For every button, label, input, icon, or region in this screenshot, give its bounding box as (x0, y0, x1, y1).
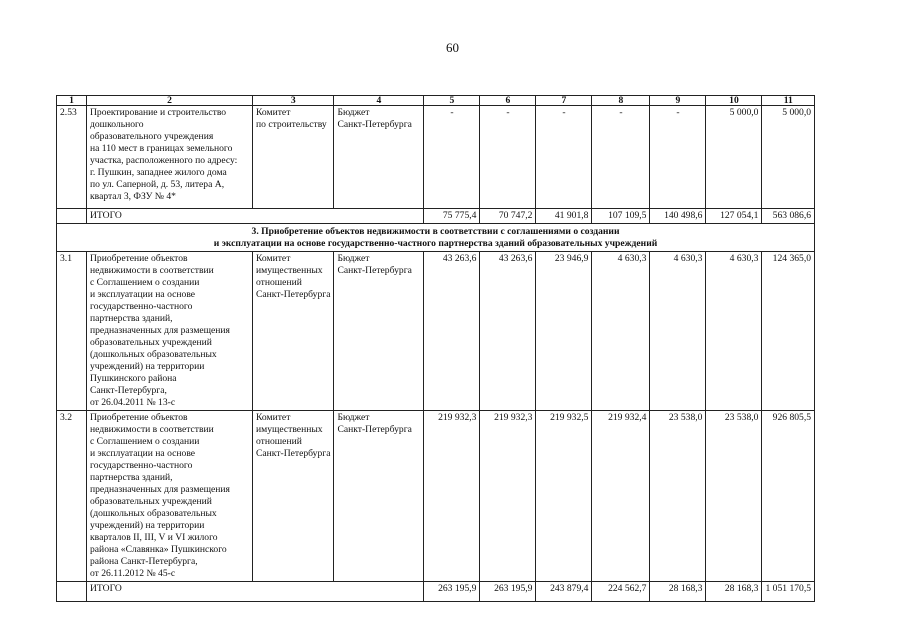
row-description: Приобретение объектов недвижимости в соответствии с Соглашением о создании и эксплуатации на основе государственно-частного партнерства зданий, предназначенных для размещения образовательных учреждений (дошкольных образовательных учреждений) на территории кварталов II, III, V и VI жилого района «Славянка» Пушкинского района Санкт-Петербурга, от 26.11.2012 № 45-с (87, 411, 253, 582)
row-value: - (592, 106, 650, 209)
row-value: 219 932,5 (536, 411, 592, 582)
column-header-row (57, 96, 815, 106)
row-value: - (650, 106, 706, 209)
total-label: ИТОГО (87, 582, 424, 602)
row-funding-source: Бюджет Санкт-Петербурга (334, 411, 424, 582)
row-index: 2.53 (57, 106, 87, 209)
row-index: 3.1 (57, 252, 87, 411)
row-description: Приобретение объектов недвижимости в соответствии с Соглашением о создании и эксплуатации на основе государственно-частного партнерства зданий, предназначенных для размещения образовательных учреждений (дошкольных образовательных учреждений) на территории Пушкинского района Санкт-Петербурга, от 26.04.2011 № 13-с (87, 252, 253, 411)
row-value: - (480, 106, 536, 209)
row-value: 4 630,3 (650, 252, 706, 411)
row-value: 5 000,0 (762, 106, 815, 209)
row-value: 219 932,3 (424, 411, 480, 582)
section-heading: 3. Приобретение объектов недвижимости в соответствии с соглашениями о создании и эксплуатации на основе государственно-частного партнерства зданий образовательных учреждений (57, 224, 815, 252)
row-value: 23 538,0 (706, 411, 762, 582)
total-value: 140 498,6 (650, 209, 706, 224)
total-value: 563 086,6 (762, 209, 815, 224)
total-label: ИТОГО (87, 209, 424, 224)
row-value: 219 932,3 (480, 411, 536, 582)
row-executor: Комитет имущественных отношений Санкт-Петербурга (253, 411, 334, 582)
total-row (57, 582, 815, 602)
row-description: Проектирование и строительство дошкольного образовательного учреждения на 110 мест в границах земельного участка, расположенного по адресу: г. Пушкин, западнее жилого дома по ул. Саперной, д. 53, литера А, квартал 3, ФЗУ № 4* (87, 106, 253, 209)
row-funding-source: Бюджет Санкт-Петербурга (334, 106, 424, 209)
column-header: 2 (87, 96, 253, 106)
column-header: 3 (253, 96, 334, 106)
section-heading-row (57, 224, 815, 252)
page-number: 60 (446, 40, 459, 55)
column-header: 5 (424, 96, 480, 106)
total-row (57, 209, 815, 224)
row-value: 23 538,0 (650, 411, 706, 582)
table-row (57, 106, 815, 209)
row-value: 23 946,9 (536, 252, 592, 411)
total-value: 70 747,2 (480, 209, 536, 224)
total-value: 75 775,4 (424, 209, 480, 224)
total-value: 243 879,4 (536, 582, 592, 602)
row-value: 926 805,5 (762, 411, 815, 582)
column-header: 4 (334, 96, 424, 106)
row-value: - (424, 106, 480, 209)
total-value: 28 168,3 (650, 582, 706, 602)
column-header: 7 (536, 96, 592, 106)
table-row (57, 252, 815, 411)
total-value: 28 168,3 (706, 582, 762, 602)
row-funding-source: Бюджет Санкт-Петербурга (334, 252, 424, 411)
column-header: 10 (706, 96, 762, 106)
total-value: 1 051 170,5 (762, 582, 815, 602)
column-header: 11 (762, 96, 815, 106)
column-header: 9 (650, 96, 706, 106)
total-value: 263 195,9 (480, 582, 536, 602)
row-value: 43 263,6 (480, 252, 536, 411)
table-row (57, 411, 815, 582)
row-value: 43 263,6 (424, 252, 480, 411)
row-value: - (536, 106, 592, 209)
row-value: 219 932,4 (592, 411, 650, 582)
total-value: 263 195,9 (424, 582, 480, 602)
total-value: 107 109,5 (592, 209, 650, 224)
row-value: 4 630,3 (706, 252, 762, 411)
row-value: 124 365,0 (762, 252, 815, 411)
row-value: 5 000,0 (706, 106, 762, 209)
column-header: 1 (57, 96, 87, 106)
row-value: 4 630,3 (592, 252, 650, 411)
budget-table (56, 95, 815, 602)
row-executor: Комитет по строительству (253, 106, 334, 209)
total-value: 224 562,7 (592, 582, 650, 602)
column-header: 8 (592, 96, 650, 106)
total-value: 41 901,8 (536, 209, 592, 224)
row-index: 3.2 (57, 411, 87, 582)
column-header: 6 (480, 96, 536, 106)
total-value: 127 054,1 (706, 209, 762, 224)
row-executor: Комитет имущественных отношений Санкт-Петербурга (253, 252, 334, 411)
